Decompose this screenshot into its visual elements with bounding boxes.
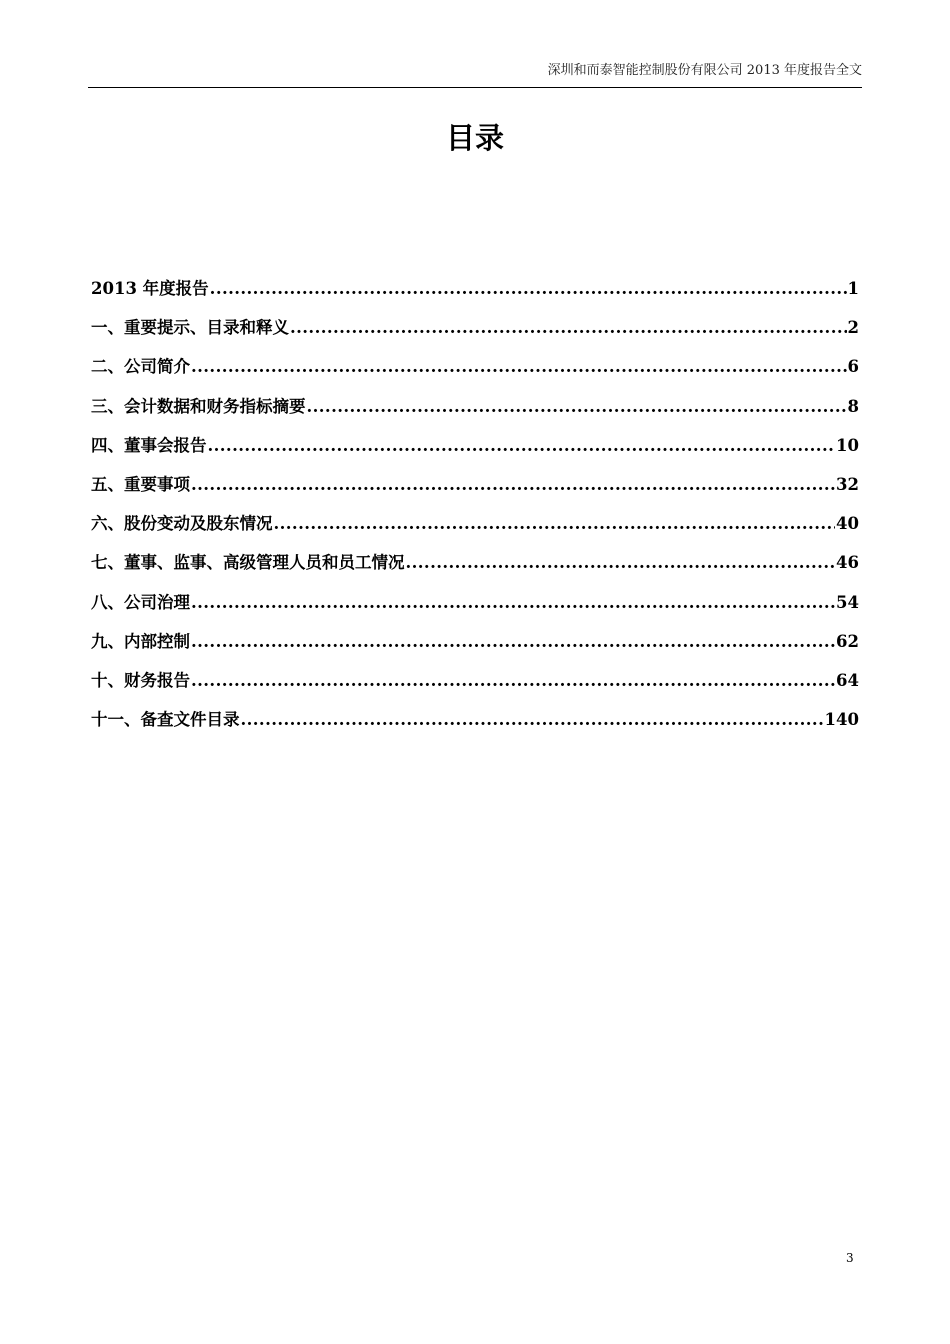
toc-entry-page: 32 [836, 474, 859, 494]
toc-entry-company-profile[interactable] [91, 355, 859, 394]
toc-entry-page: 64 [836, 670, 859, 690]
toc-dot-leader [307, 395, 847, 419]
toc-dot-leader [290, 316, 847, 340]
toc-dot-leader [210, 277, 847, 301]
toc-dot-leader [274, 512, 836, 536]
toc-entry-label: 十、财务报告 [91, 670, 190, 690]
toc-entry-label: 七、董事、监事、高级管理人员和员工情况 [91, 553, 405, 573]
toc-entry-page: 8 [847, 396, 859, 416]
toc-entry-corporate-governance[interactable] [91, 591, 859, 630]
toc-entry-financial-report[interactable] [91, 669, 859, 708]
toc-entry-label: 九、内部控制 [91, 631, 190, 651]
toc-dot-leader [191, 591, 835, 615]
toc-dot-leader [191, 473, 835, 497]
toc-entry-internal-control[interactable] [91, 630, 859, 669]
page-number: 3 [846, 1251, 854, 1265]
header-rule [88, 87, 862, 88]
toc-dot-leader [406, 551, 836, 575]
table-of-contents [91, 277, 859, 747]
toc-entry-page: 2 [847, 318, 859, 338]
toc-entry-page: 6 [847, 357, 859, 377]
running-header: 深圳和而泰智能控制股份有限公司 2013 年度报告全文 [547, 63, 862, 78]
toc-dot-leader [191, 669, 835, 693]
toc-dot-leader [191, 630, 835, 654]
toc-entry-significant-events[interactable] [91, 473, 859, 512]
toc-entry-label: 三、会计数据和财务指标摘要 [91, 396, 306, 416]
toc-dot-leader [208, 434, 836, 458]
toc-entry-label: 十一、备查文件目录 [91, 710, 240, 730]
toc-entry-label: 五、重要事项 [91, 474, 190, 494]
toc-entry-annual-report[interactable] [91, 277, 859, 316]
toc-entry-label: 二、公司简介 [91, 357, 190, 377]
toc-entry-page: 140 [824, 710, 859, 730]
page-title: 目录 [445, 121, 504, 155]
toc-entry-reference-documents[interactable] [91, 708, 859, 747]
toc-entry-page: 40 [836, 514, 859, 534]
toc-entry-label: 四、董事会报告 [91, 435, 207, 455]
toc-entry-page: 54 [836, 592, 859, 612]
toc-entry-page: 1 [847, 279, 859, 298]
toc-entry-label: 一、重要提示、目录和释义 [91, 318, 289, 338]
toc-entry-directors-staff[interactable] [91, 551, 859, 590]
toc-entry-label: 六、股份变动及股东情况 [91, 514, 273, 534]
toc-entry-important-notes[interactable] [91, 316, 859, 355]
toc-entry-label: 2013 年度报告 [91, 279, 209, 298]
toc-entry-page: 10 [836, 435, 859, 455]
toc-entry-page: 62 [836, 631, 859, 651]
toc-entry-board-report[interactable] [91, 434, 859, 473]
toc-dot-leader [241, 708, 824, 732]
toc-entry-financial-summary[interactable] [91, 395, 859, 434]
toc-entry-share-changes[interactable] [91, 512, 859, 551]
toc-entry-label: 八、公司治理 [91, 592, 190, 612]
toc-entry-page: 46 [836, 553, 859, 573]
toc-dot-leader [191, 355, 847, 379]
